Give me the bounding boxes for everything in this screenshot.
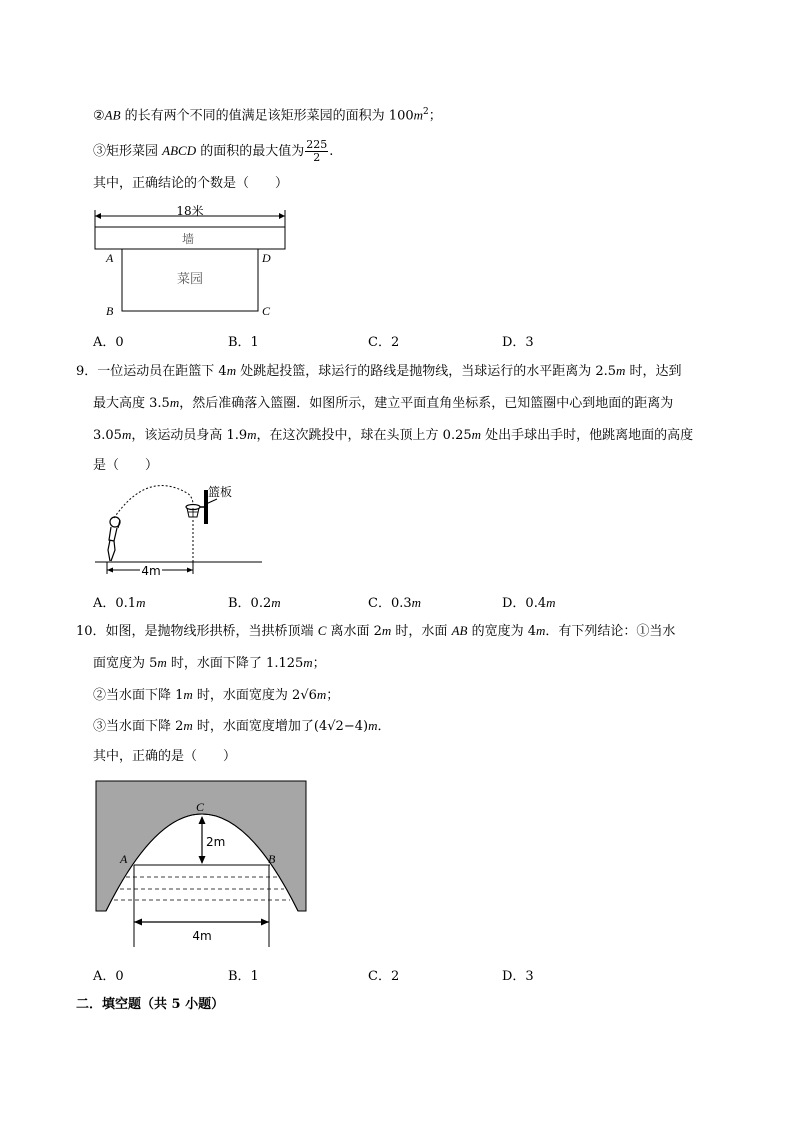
q9-option-b[interactable]: B．0.2m <box>228 595 281 611</box>
fraction-225-2: $\frac{225}{2}$ <box>306 138 328 164</box>
point-D: D <box>262 251 271 265</box>
backboard-label: 篮板 <box>208 485 233 499</box>
q9-option-a[interactable]: A．0.1m <box>93 595 146 611</box>
q8-statement-2: ②AB 的长有两个不同的值满足该矩形菜园的面积为 $100m^2$； <box>93 107 442 124</box>
q10-statement-3: ③当水面下降 2m 时，水面宽度增加了(4√2−4)m． <box>93 718 391 734</box>
q8-statement-3: ③矩形菜园 ABCD 的面积的最大值为 $\frac{225}{2}$ . <box>93 138 334 164</box>
q9-basketball-figure <box>92 478 267 578</box>
width-label: 4m <box>192 929 212 943</box>
q10-option-d[interactable]: D．3 <box>502 969 534 984</box>
q10-option-b[interactable]: B．1 <box>228 969 259 984</box>
point-B: B <box>106 304 114 318</box>
q8-option-b[interactable]: B．1 <box>228 335 259 350</box>
q9-line-3: 3.05m，该运动员身高 1.9m，在这次跳投中，球在头顶上方 0.25m 处出手球出手时，他跳离地面的高度 <box>93 427 694 443</box>
q10-arch-bridge-figure <box>94 779 310 949</box>
q10-statement-2: ②当水面下降 1m 时，水面宽度为 2√6m； <box>93 687 340 703</box>
q8-garden-figure <box>92 203 292 318</box>
wall-label: 墙 <box>181 232 195 246</box>
point-C: C <box>262 304 271 318</box>
width-label: 18米 <box>176 204 204 218</box>
q9-line-4: 是（ ） <box>93 458 159 473</box>
q9-option-c[interactable]: C．0.3m <box>368 595 422 611</box>
q8-question-ask: 其中，正确结论的个数是（ ） <box>93 176 289 191</box>
q10-option-c[interactable]: C．2 <box>368 969 400 984</box>
q8-option-c[interactable]: C．2 <box>368 335 400 350</box>
player-figure <box>108 517 120 561</box>
point-C: C <box>196 800 205 814</box>
distance-label: 4m <box>141 564 161 578</box>
q10-option-a[interactable]: A．0 <box>93 969 124 984</box>
q9-option-d[interactable]: D．0.4m <box>502 595 556 611</box>
q8-option-d[interactable]: D．3 <box>502 335 534 350</box>
garden-label: 菜园 <box>176 272 204 287</box>
point-A: A <box>106 251 114 265</box>
q10-question-ask: 其中，正确的是（ ） <box>93 749 237 764</box>
q9-line-2: 最大高度 3.5m，然后准确落入篮圈．如图所示，建立平面直角坐标系，已知篮圈中心到地面的距离为 <box>93 395 674 411</box>
q10-line-1: 10．如图，是抛物线形拱桥，当拱桥顶端 C 离水面 2m 时，水面 AB 的宽度为 4m．有下列结论：①当水 <box>76 623 676 639</box>
q8-option-a[interactable]: A．0 <box>93 335 124 350</box>
point-A: A <box>120 852 128 866</box>
height-label: 2m <box>206 835 226 849</box>
point-B: B <box>268 852 276 866</box>
section-heading-fill-in: 二．填空题（共 5 小题） <box>76 997 225 1012</box>
q10-line-2: 面宽度为 5m 时，水面下降了 1.125m； <box>93 655 326 671</box>
q9-line-1: 9．一位运动员在距篮下 4m 处跳起投篮，球运行的路线是抛物线，当球运行的水平距离为 2.5m 时，达到 <box>76 363 682 379</box>
